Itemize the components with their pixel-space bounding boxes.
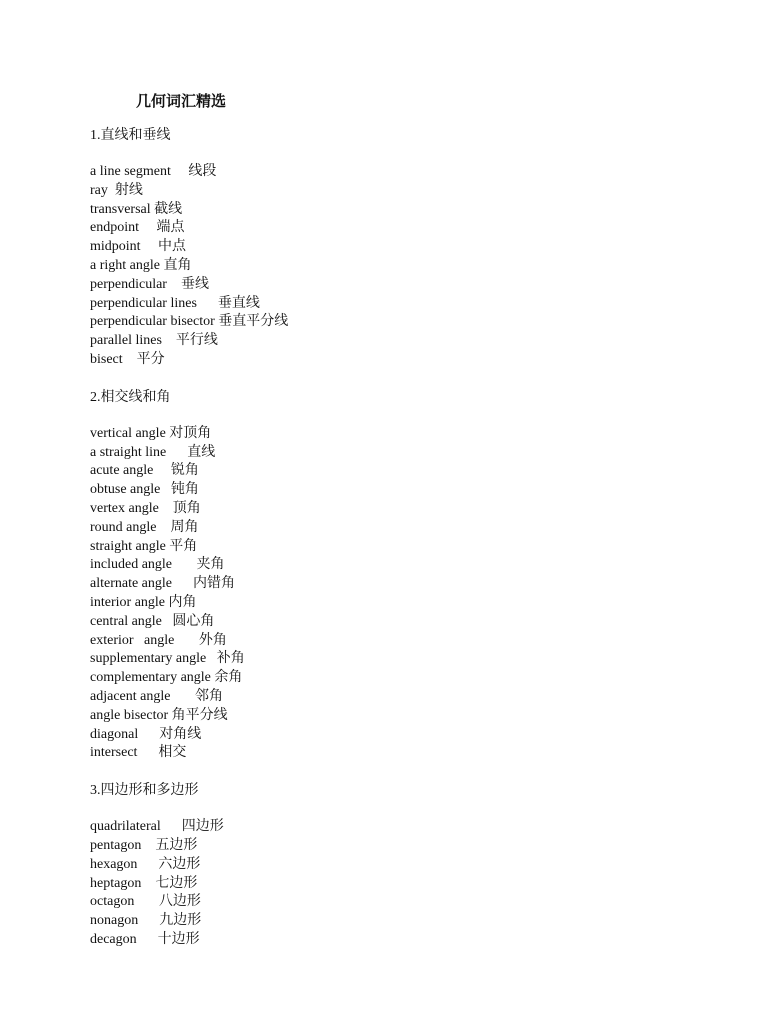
term-entry: ray 射线 bbox=[90, 182, 143, 198]
term-entry: a right angle 直角 bbox=[90, 257, 192, 273]
term-entry: decagon 十边形 bbox=[90, 931, 200, 947]
section-1 bbox=[90, 126, 730, 370]
term-entry: obtuse angle 钝角 bbox=[90, 482, 199, 498]
section-heading: 3.四边形和多边形 bbox=[90, 783, 199, 799]
term-entry: angle bisector 角平分线 bbox=[90, 707, 228, 723]
term-entry: complementary angle 余角 bbox=[90, 670, 243, 686]
term-entry: vertical angle 对顶角 bbox=[90, 425, 212, 441]
term-entry: acute angle 锐角 bbox=[90, 463, 199, 479]
term-entry: perpendicular bisector 垂直平分线 bbox=[90, 314, 289, 330]
term-entry: alternate angle 内错角 bbox=[90, 576, 236, 592]
term-list bbox=[90, 163, 730, 370]
term-entry: exterior angle 外角 bbox=[90, 632, 227, 648]
term-entry: adjacent angle 邻角 bbox=[90, 688, 223, 704]
term-entry: straight angle 平角 bbox=[90, 538, 198, 554]
term-entry: vertex angle 顶角 bbox=[90, 500, 201, 516]
section-heading: 1.直线和垂线 bbox=[90, 128, 171, 143]
section-heading: 2.相交线和角 bbox=[90, 389, 171, 405]
term-entry: quadrilateral 四边形 bbox=[90, 819, 224, 835]
term-entry: included angle 夹角 bbox=[90, 557, 225, 573]
term-entry: heptagon 七边形 bbox=[90, 875, 198, 891]
term-list bbox=[90, 818, 730, 950]
term-entry: round angle 周角 bbox=[90, 519, 199, 535]
term-entry: bisect 平分 bbox=[90, 351, 165, 367]
term-entry: nonagon 九边形 bbox=[90, 913, 202, 929]
term-entry: a straight line 直线 bbox=[90, 444, 216, 460]
term-entry: perpendicular lines 垂直线 bbox=[90, 295, 260, 311]
document-title: 几何词汇精选 bbox=[136, 94, 227, 110]
section-2 bbox=[90, 388, 730, 763]
term-entry: intersect 相交 bbox=[90, 745, 187, 761]
term-entry: a line segment 线段 bbox=[90, 164, 217, 179]
term-entry: interior angle 内角 bbox=[90, 594, 197, 610]
section-3 bbox=[90, 781, 730, 950]
term-entry: central angle 圆心角 bbox=[90, 613, 215, 629]
document-page bbox=[90, 93, 730, 968]
term-entry: midpoint 中点 bbox=[90, 239, 187, 255]
term-entry: supplementary angle 补角 bbox=[90, 651, 245, 667]
term-entry: perpendicular 垂线 bbox=[90, 276, 209, 292]
term-entry: pentagon 五边形 bbox=[90, 837, 198, 853]
term-entry: hexagon 六边形 bbox=[90, 856, 201, 872]
term-entry: transversal 截线 bbox=[90, 201, 183, 217]
term-list bbox=[90, 425, 730, 763]
term-entry: octagon 八边形 bbox=[90, 894, 201, 910]
sections-container bbox=[90, 126, 730, 950]
term-entry: diagonal 对角线 bbox=[90, 726, 202, 742]
term-entry: endpoint 端点 bbox=[90, 220, 185, 236]
term-entry: parallel lines 平行线 bbox=[90, 333, 218, 349]
